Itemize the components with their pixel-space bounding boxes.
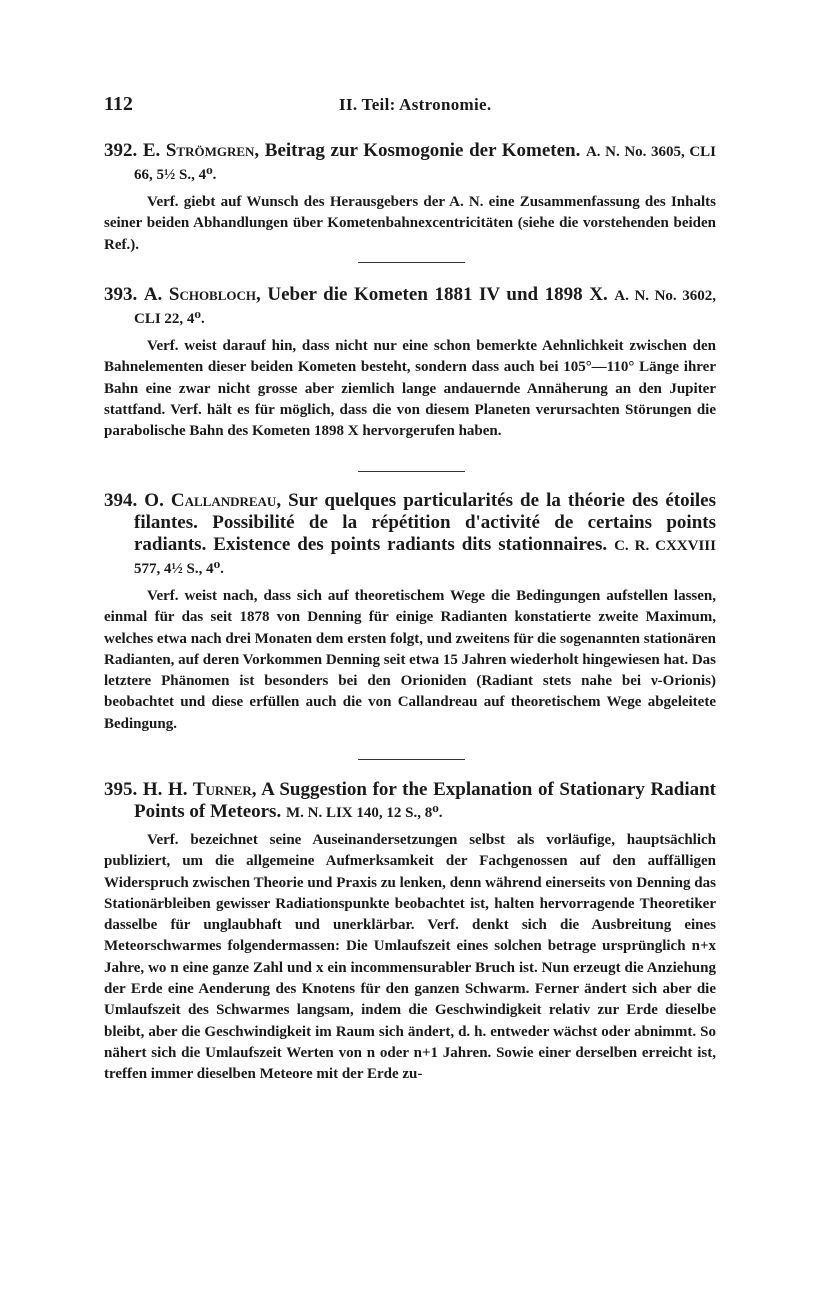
entry-title: Ueber die Kometen 1881 IV und 1898 X.	[267, 284, 608, 305]
entry-citation: C. R. CXXVIII 577, 4½ S., 4⁰.	[134, 538, 716, 577]
entry-number: 394.	[104, 490, 138, 511]
entry-title: Beitrag zur Kosmogonie der Kometen.	[264, 140, 581, 161]
entry-392	[104, 140, 716, 256]
entry-number: 395.	[104, 779, 138, 800]
running-head: II. Teil: Astronomie.	[339, 95, 492, 114]
entry-author: H. H. Turner,	[142, 779, 257, 800]
page-header	[104, 93, 716, 121]
entry-heading	[104, 140, 716, 186]
entry-citation: M. N. LIX 140, 12 S., 8⁰.	[285, 805, 443, 821]
entry-number: 392.	[104, 140, 138, 161]
entry-body: Verf. weist nach, dass sich auf theoretischem Wege die Bedingungen aufstellen lassen, einmal für das seit 1878 von Denning für einige Radianten konstatierte zweite Maximum, welches etwa nach drei Monaten dem ersten folgt, und zweitens für die sogenannten stationären Radianten, auf deren Vorkommen Denning seit etwa 15 Jahren wiederholt hingewiesen hat. Das letztere Phänomen ist besonders bei den Orioniden (Radiant stets nahe bei ν-Orionis) beobachtet und diese erfüllen auch die von Callandreau auf theoretischem Wege abgeleitete Bedingung.	[104, 588, 716, 732]
entry-heading	[104, 490, 716, 580]
entry-body: Verf. giebt auf Wunsch des Herausgebers der A. N. eine Zusammenfassung des Inhalts seiner beiden Abhandlungen über Kometenbahnexcentricitäten (siehe die vorstehenden beiden Ref.).	[104, 194, 716, 253]
entry-number: 393.	[104, 284, 138, 305]
entry-body: Verf. bezeichnet seine Auseinandersetzungen selbst als vorläufige, hauptsächlich publiziert, um die allgemeine Aufmerksamkeit der Fachgenossen auf den auffälligen Widerspruch zwischen Theorie und Praxis zu lenken, denn während einerseits von Denning das Stationärbleiben gewisser Radiationspunkte beobachtet ist, halten hervorragende Theoretiker dasselbe für unglaubhaft und unerklärbar. Verf. denkt sich die Ausbreitung eines Meteorschwarmes folgendermassen: Die Umlaufszeit eines solchen betrage ursprünglich n+x Jahre, wo n eine ganze Zahl und x ein incommensurabler Bruch ist. Nun erzeugt die Anziehung der Erde eine Aenderung des Knotens für den ganzen Schwarm. Ferner ändert sich aber die Umlaufszeit des Schwarmes langsam, indem die Geschwindigkeit relativ zur Erde dieselbe bleibt, aber die Geschwindigkeit im Raum sich ändert, d. h. entweder wächst oder abnimmt. So nähert sich die Umlaufszeit Werten von n oder n+1 Jahren. Sowie einer derselben erreicht ist, treffen immer dieselben Meteore mit der Erde zu-	[104, 832, 716, 1083]
entry-heading	[104, 284, 716, 330]
entry-title: A Suggestion for the Explanation of Stationary Radiant Points of Meteors.	[134, 779, 716, 822]
section-divider	[358, 759, 465, 760]
entry-author: A. Schobloch,	[143, 284, 261, 305]
entry-author: O. Callandreau,	[144, 490, 282, 511]
page-number: 112	[104, 93, 133, 115]
section-divider	[358, 471, 465, 472]
entry-394	[104, 490, 716, 735]
entry-393	[104, 284, 716, 442]
entry-heading	[104, 779, 716, 824]
entry-title: Sur quelques particularités de la théorie des étoiles filantes. Possibilité de la répétition d'activité de certains points radiants. Existence des points radiants dits stationnaires.	[134, 490, 717, 555]
section-divider	[358, 262, 465, 263]
entry-395	[104, 779, 716, 1086]
entry-body: Verf. weist darauf hin, dass nicht nur eine schon bemerkte Aehnlichkeit zwischen den Bahnelementen dieser beiden Kometen besteht, sondern dass auch bei 105°—110° Länge ihrer Bahn eine zwar nicht grosse aber ziemlich lange andauernde Annäherung an den Jupiter stattfand. Verf. hält es für möglich, dass die von diesem Planeten verursachten Störungen die parabolische Bahn des Kometen 1898 X hervorgerufen haben.	[104, 338, 716, 440]
entry-citation: A. N. No. 3602, CLI 22, 4⁰.	[134, 288, 717, 327]
entry-citation: A. N. No. 3605, CLI 66, 5½ S., 4⁰.	[134, 144, 717, 183]
entry-author: E. Strömgren,	[142, 140, 260, 161]
